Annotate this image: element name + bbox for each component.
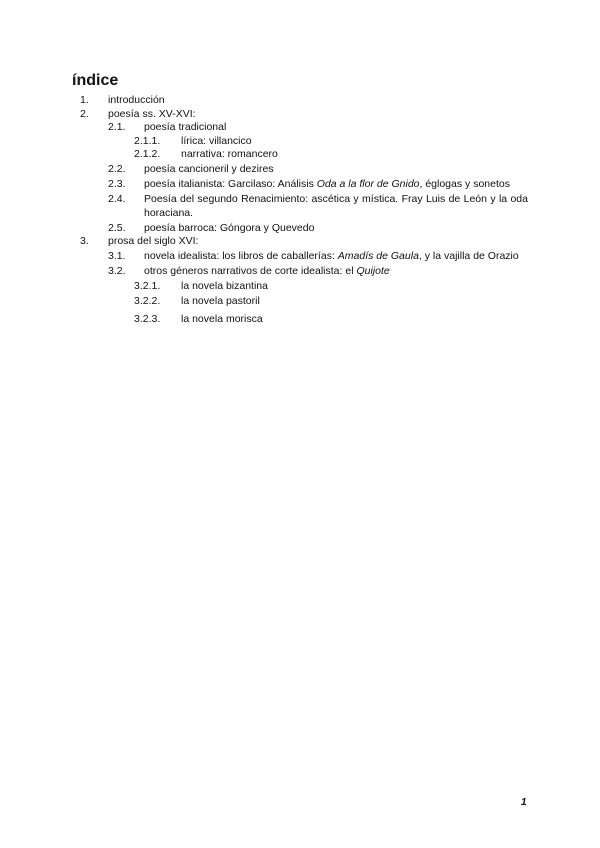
toc-entry-number: 2.2. bbox=[108, 163, 126, 175]
toc-text-part: poesía italianista: Garcilaso: Análisis bbox=[144, 178, 317, 190]
page-number: 1 bbox=[521, 797, 527, 808]
toc-entry-text: la novela bizantina bbox=[181, 280, 268, 292]
work-title-italic: Oda a la flor de Gnido bbox=[316, 178, 420, 190]
toc-entry-number: 2.4. bbox=[108, 193, 126, 205]
toc-entry-3-1 bbox=[0, 250, 600, 264]
toc-entry-number: 3.2. bbox=[108, 265, 126, 277]
toc-entry-text bbox=[144, 178, 528, 192]
toc-entry-2-5 bbox=[0, 222, 600, 236]
toc-entry-2-4 bbox=[0, 193, 600, 220]
toc-entry-number: 2.5. bbox=[108, 221, 126, 234]
toc-entry-3-2-1 bbox=[0, 280, 600, 294]
toc-entry-text: la novela pastoril bbox=[181, 295, 260, 307]
toc-entry-number: 3.2.1. bbox=[134, 280, 161, 292]
toc-entry-2 bbox=[0, 108, 600, 122]
toc-entry-number: 2.3. bbox=[108, 178, 126, 190]
table-of-contents bbox=[0, 94, 600, 326]
toc-text-part: otros géneros narrativos de corte idealista: el bbox=[144, 265, 357, 277]
page-title: índice bbox=[72, 72, 119, 89]
toc-entry-text: la novela morisca bbox=[181, 312, 263, 325]
toc-entry-2-1-2 bbox=[0, 148, 600, 162]
toc-entry-2-2 bbox=[0, 163, 600, 177]
toc-entry-text bbox=[144, 250, 528, 264]
toc-entry-number: 2. bbox=[80, 107, 89, 120]
toc-entry-3-2-2 bbox=[0, 295, 600, 309]
toc-entry-text: lírica: villancico bbox=[181, 134, 252, 147]
toc-entry-number: 2.1. bbox=[108, 121, 126, 133]
work-title-italic: Quijote bbox=[356, 265, 390, 277]
toc-entry-number: 3. bbox=[80, 235, 89, 247]
toc-entry-text: poesía ss. XV-XVI: bbox=[108, 107, 196, 120]
toc-entry-text: narrativa: romancero bbox=[181, 148, 278, 160]
toc-entry-text bbox=[144, 265, 528, 279]
toc-entry-1 bbox=[0, 94, 600, 108]
toc-entry-text: Poesía del segundo Renacimiento: ascética y mística. Fray Luis de León y la oda horaciana. bbox=[144, 193, 528, 219]
toc-entry-text: poesía barroca: Góngora y Quevedo bbox=[144, 221, 315, 234]
toc-entry-3-2-3 bbox=[0, 313, 600, 327]
toc-entry-number: 1. bbox=[80, 94, 89, 106]
toc-entry-text: poesía tradicional bbox=[144, 121, 227, 133]
toc-text-part: , églogas y sonetos bbox=[419, 178, 510, 190]
toc-entry-text: poesía cancioneril y dezires bbox=[144, 163, 274, 175]
toc-entry-3 bbox=[0, 235, 600, 249]
toc-text-part: novela idealista: los libros de caballerías: bbox=[144, 250, 338, 262]
toc-entry-number: 3.2.2. bbox=[134, 295, 161, 307]
toc-entry-2-3 bbox=[0, 178, 600, 192]
work-title-italic: Amadís de Gaula bbox=[337, 250, 419, 262]
toc-entry-text: prosa del siglo XVI: bbox=[108, 235, 199, 247]
toc-entry-text: introducción bbox=[108, 94, 165, 106]
toc-entry-2-1-1 bbox=[0, 135, 600, 149]
toc-entry-3-2 bbox=[0, 265, 600, 279]
toc-text-part: , y la vajilla de Orazio bbox=[418, 250, 519, 262]
toc-entry-number: 2.1.1. bbox=[134, 134, 161, 147]
toc-entry-number: 3.1. bbox=[108, 250, 126, 262]
toc-entry-number: 2.1.2. bbox=[134, 148, 161, 160]
toc-entry-number: 3.2.3. bbox=[134, 312, 161, 325]
toc-entry-2-1 bbox=[0, 121, 600, 135]
